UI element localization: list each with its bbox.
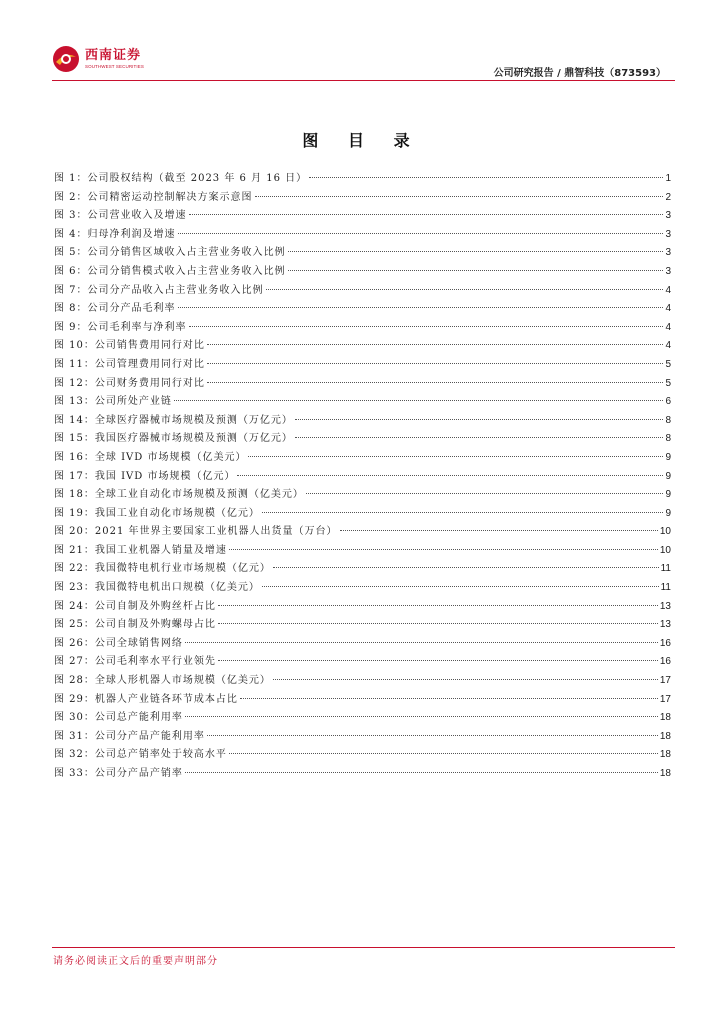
toc-entry-label[interactable]: 图 8：公司分产品毛利率 <box>54 303 176 315</box>
toc-entry-page[interactable]: 16 <box>659 656 671 668</box>
toc-entry-label[interactable]: 图 25：公司自制及外购螺母占比 <box>54 619 216 631</box>
toc-entry-page[interactable]: 18 <box>659 768 671 779</box>
toc-entry[interactable] <box>54 207 671 226</box>
logo-chinese-name: 西南证券 <box>85 47 142 63</box>
toc-dot-leader <box>178 306 664 308</box>
toc-entry[interactable] <box>54 430 671 449</box>
toc-entry-label[interactable]: 图 17：我国 IVD 市场规模（亿元） <box>54 470 236 482</box>
toc-dot-leader <box>185 715 658 717</box>
toc-entry[interactable] <box>54 691 671 710</box>
toc-entry-page[interactable]: 18 <box>659 749 671 761</box>
toc-entry[interactable] <box>54 282 671 301</box>
toc-entry-label[interactable]: 图 19：我国工业自动化市场规模（亿元） <box>54 507 260 519</box>
toc-entry-label[interactable]: 图 33：公司分产品产销率 <box>54 768 183 779</box>
toc-entry[interactable] <box>54 244 671 263</box>
toc-entry-page[interactable]: 6 <box>665 396 671 408</box>
toc-dot-leader <box>185 641 658 643</box>
toc-entry-page[interactable]: 4 <box>665 321 671 333</box>
toc-dot-leader <box>248 455 663 457</box>
toc-entry-page[interactable]: 4 <box>665 284 671 296</box>
toc-entry[interactable] <box>54 709 671 728</box>
toc-entry[interactable] <box>54 189 671 208</box>
toc-entry-label[interactable]: 图 11：公司管理费用同行对比 <box>54 358 205 370</box>
toc-entry[interactable] <box>54 449 671 468</box>
toc-entry-label[interactable]: 图 23：我国微特电机出口规模（亿美元） <box>54 582 260 594</box>
toc-dot-leader <box>218 622 658 624</box>
toc-entry-page[interactable]: 13 <box>659 619 671 631</box>
toc-entry-page[interactable]: 10 <box>659 526 671 538</box>
toc-entry-label[interactable]: 图 27：公司毛利率水平行业领先 <box>54 656 216 668</box>
toc-entry[interactable] <box>54 226 671 245</box>
toc-entry-page[interactable]: 5 <box>665 377 671 389</box>
toc-entry-label[interactable]: 图 16：全球 IVD 市场规模（亿美元） <box>54 451 247 463</box>
toc-entry[interactable] <box>54 412 671 431</box>
toc-entry-page[interactable]: 11 <box>660 582 671 594</box>
toc-entry-label[interactable]: 图 21：我国工业机器人销量及增速 <box>54 544 227 556</box>
logo-text <box>85 49 144 70</box>
toc-entry[interactable] <box>54 505 671 524</box>
toc-entry-label[interactable]: 图 15：我国医疗器械市场规模及预测（万亿元） <box>54 433 293 445</box>
toc-dot-leader <box>262 585 659 587</box>
toc-entry[interactable] <box>54 542 671 561</box>
toc-dot-leader <box>306 492 664 494</box>
toc-dot-leader <box>174 399 664 401</box>
toc-dot-leader <box>207 381 664 383</box>
toc-entry[interactable] <box>54 560 671 579</box>
footer-disclaimer: 请务必阅读正文后的重要声明部分 <box>53 956 218 967</box>
toc-dot-leader <box>240 697 658 699</box>
toc-entry-label[interactable]: 图 6：公司分销售模式收入占主营业务收入比例 <box>54 265 286 277</box>
toc-entry-label[interactable]: 图 4：归母净利润及增速 <box>54 228 176 240</box>
toc-entry[interactable] <box>54 653 671 672</box>
toc-dot-leader <box>237 474 663 476</box>
toc-entry-label[interactable]: 图 2：公司精密运动控制解决方案示意图 <box>54 191 253 203</box>
figure-list <box>54 170 671 784</box>
toc-entry[interactable] <box>54 765 671 784</box>
toc-dot-leader <box>207 343 664 345</box>
toc-dot-leader <box>255 195 664 197</box>
toc-entry-label[interactable]: 图 14：全球医疗器械市场规模及预测（万亿元） <box>54 414 293 426</box>
toc-dot-leader <box>178 232 664 234</box>
toc-dot-leader <box>266 288 664 290</box>
toc-entry-page[interactable]: 2 <box>665 191 671 203</box>
toc-entry-label[interactable]: 图 28：全球人形机器人市场规模（亿美元） <box>54 675 271 687</box>
header-divider <box>52 80 675 81</box>
toc-dot-leader <box>229 752 658 754</box>
toc-dot-leader <box>218 659 658 661</box>
page-title: 图 目 录 <box>302 131 422 150</box>
toc-entry[interactable] <box>54 356 671 375</box>
report-header-info: 公司研究报告 / 鼎智科技（873593） <box>493 68 666 79</box>
toc-entry-page[interactable]: 3 <box>665 228 671 240</box>
toc-entry[interactable] <box>54 300 671 319</box>
toc-entry-page[interactable]: 9 <box>665 451 671 463</box>
logo-emblem-icon <box>52 45 80 73</box>
toc-entry[interactable] <box>54 319 671 338</box>
toc-entry[interactable] <box>54 635 671 654</box>
toc-entry-label[interactable]: 图 29：机器人产业链各环节成本占比 <box>54 693 238 705</box>
toc-entry[interactable] <box>54 468 671 487</box>
toc-dot-leader <box>309 176 663 178</box>
logo-english-name: SOUTHWEST SECURITIES <box>85 63 144 69</box>
toc-entry[interactable] <box>54 170 671 189</box>
toc-entry[interactable] <box>54 579 671 598</box>
toc-entry-page[interactable]: 9 <box>665 470 671 482</box>
toc-entry[interactable] <box>54 486 671 505</box>
toc-entry-page[interactable]: 1 <box>665 173 671 184</box>
toc-entry-page[interactable]: 13 <box>659 600 671 612</box>
toc-dot-leader <box>189 325 664 327</box>
toc-entry-page[interactable]: 16 <box>659 637 671 649</box>
toc-entry[interactable] <box>54 728 671 747</box>
toc-entry-page[interactable]: 4 <box>665 340 671 352</box>
toc-entry-page[interactable]: 17 <box>659 675 671 687</box>
toc-dot-leader <box>207 734 658 736</box>
toc-entry-page[interactable]: 3 <box>665 210 671 222</box>
toc-entry-page[interactable]: 3 <box>665 265 671 277</box>
toc-entry[interactable] <box>54 598 671 617</box>
toc-entry-label[interactable]: 图 24：公司自制及外购丝杆占比 <box>54 600 216 612</box>
toc-entry-page[interactable]: 3 <box>665 247 671 259</box>
toc-entry-label[interactable]: 图 10：公司销售费用同行对比 <box>54 340 205 352</box>
toc-entry-label[interactable]: 图 30：公司总产能利用率 <box>54 712 183 724</box>
toc-entry-page[interactable]: 18 <box>659 712 671 724</box>
toc-dot-leader <box>273 566 659 568</box>
toc-entry-page[interactable]: 4 <box>665 303 671 315</box>
toc-entry-page[interactable]: 11 <box>660 563 671 575</box>
toc-entry[interactable] <box>54 375 671 394</box>
toc-entry-label[interactable]: 图 7：公司分产品收入占主营业务收入比例 <box>54 284 264 296</box>
toc-entry-label[interactable]: 图 20：2021 年世界主要国家工业机器人出货量（万台） <box>54 526 338 538</box>
toc-entry-label[interactable]: 图 5：公司分销售区域收入占主营业务收入比例 <box>54 247 286 259</box>
toc-dot-leader <box>273 678 658 680</box>
toc-entry-label[interactable]: 图 3：公司营业收入及增速 <box>54 210 187 222</box>
toc-entry[interactable] <box>54 746 671 765</box>
toc-entry-label[interactable]: 图 22：我国微特电机行业市场规模（亿元） <box>54 563 271 575</box>
company-logo <box>52 43 144 75</box>
toc-dot-leader <box>189 213 664 215</box>
toc-entry[interactable] <box>54 337 671 356</box>
toc-entry[interactable] <box>54 616 671 635</box>
toc-entry-page[interactable]: 8 <box>665 433 671 445</box>
toc-entry-page[interactable]: 18 <box>659 730 671 742</box>
toc-dot-leader <box>218 604 658 606</box>
toc-entry-page[interactable]: 5 <box>665 358 671 370</box>
toc-dot-leader <box>288 250 664 252</box>
toc-entry-page[interactable]: 9 <box>665 507 671 519</box>
toc-entry[interactable] <box>54 672 671 691</box>
footer-divider <box>52 947 675 948</box>
toc-entry[interactable] <box>54 523 671 542</box>
toc-entry[interactable] <box>54 393 671 412</box>
toc-entry-label[interactable]: 图 12：公司财务费用同行对比 <box>54 377 205 389</box>
toc-entry-page[interactable]: 10 <box>659 544 671 556</box>
toc-dot-leader <box>229 548 658 550</box>
toc-dot-leader <box>185 771 658 773</box>
toc-dot-leader <box>262 511 664 513</box>
toc-entry-label[interactable]: 图 1：公司股权结构（截至 2023 年 6 月 16 日） <box>54 173 308 184</box>
toc-entry-page[interactable]: 8 <box>665 414 671 426</box>
toc-dot-leader <box>295 418 664 420</box>
toc-dot-leader <box>207 362 664 364</box>
toc-dot-leader <box>295 436 664 438</box>
toc-entry-label[interactable]: 图 32：公司总产销率处于较高水平 <box>54 749 227 761</box>
toc-entry-page[interactable]: 9 <box>665 489 671 501</box>
toc-entry-label[interactable]: 图 9：公司毛利率与净利率 <box>54 321 187 333</box>
toc-dot-leader <box>288 269 664 271</box>
toc-entry-page[interactable]: 17 <box>659 693 671 705</box>
toc-entry-label[interactable]: 图 13：公司所处产业链 <box>54 396 172 408</box>
toc-dot-leader <box>340 529 658 531</box>
toc-entry-label[interactable]: 图 26：公司全球销售网络 <box>54 637 183 649</box>
toc-entry-label[interactable]: 图 31：公司分产品产能利用率 <box>54 730 205 742</box>
toc-entry[interactable] <box>54 263 671 282</box>
toc-entry-label[interactable]: 图 18：全球工业自动化市场规模及预测（亿美元） <box>54 489 304 501</box>
